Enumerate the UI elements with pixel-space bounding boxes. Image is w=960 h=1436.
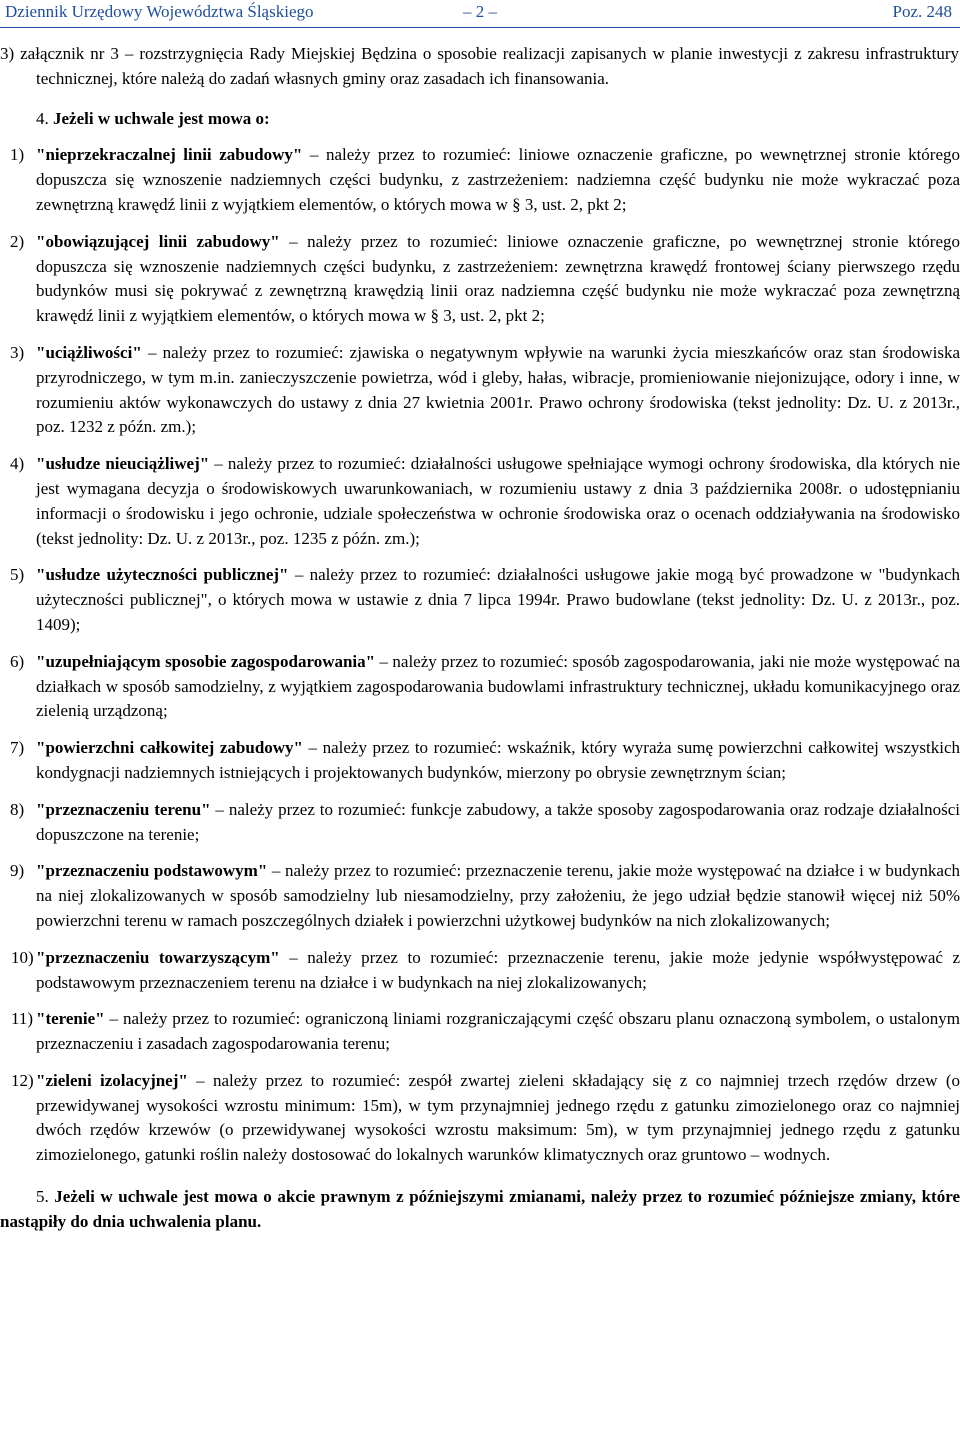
document-body [0,42,960,1235]
section-4-text: Jeżeli w uchwale jest mowa o: [53,108,270,128]
definition-item [10,341,960,440]
definition-body: – należy przez to rozumieć: sposób zagospodarowania, jaki nie może występować na działkach w sposób samodzielny, z wyjątkiem zagospodarowania budowlami infrastruktury technicznej, układu komunikacyjnego oraz zielenią urządzoną; [36,651,960,721]
definition-term: "uciążliwości" [36,342,142,362]
section-5-text: Jeżeli w uchwale jest mowa o akcie prawnym z późniejszymi zmianami, należy przez to rozumieć późniejsze zmiany, które nastąpiły do dnia uchwalenia planu. [0,1187,960,1231]
definition-body: – należy przez to rozumieć: działalności usługowe jakie mogą być prowadzone w "budynkach użyteczności publicznej", o których mowa w ustawie z dnia 7 lipca 1994r. Prawo budowlane (tekst jednolity: Dz. U. z 2013r., poz. 1409); [36,565,960,634]
definition-term: "przeznaczeniu terenu" [36,799,211,819]
definition-item [10,859,960,933]
definitions-list [0,143,960,1168]
definition-term: "powierzchni całkowitej zabudowy" [36,738,303,758]
definition-body: – należy przez to rozumieć: przeznaczenie terenu, jakie może występować na działce i w budynkach na niej zlokalizowanych w sposób samodzielny lub niesamodzielny, przy założeniu, że jego udział będzie stanowił więcej niż 50% powierzchni terenu w ramach poszczególnych działek i powierzchni użytkowej budynków na nich zlokalizowanych; [36,861,960,930]
definition-item [11,1069,960,1168]
definition-term: "terenie" [36,1009,105,1029]
definition-term: "obowiązującej linii zabudowy" [36,231,280,251]
definition-term: "zieleni izolacyjnej" [36,1070,188,1090]
definition-number: 1) [10,145,25,165]
definition-number: 11) [11,1009,34,1029]
definition-number: 9) [10,861,25,881]
definition-term: "uzupełniającym sposobie zagospodarowania" [36,651,376,671]
section-5-paragraph [0,1185,960,1235]
definition-body: – należy przez to rozumieć: działalności usługowe spełniające wymogi ochrony środowiska, dla których nie jest wymagana decyzja o środowiskowych uwarunkowaniach, w rozumieniu ustawy z dnia 3 października 2008r. o udostępnianiu informacji o środowisku i jego ochronie, udziale społeczeństwa w ochronie środowiska oraz o ocenach oddziaływania na środowisko (tekst jednolity: Dz. U. z 2013r., poz. 1235 z późn. zm.); [36,454,960,548]
journal-title: Dziennik Urzędowy Województwa Śląskiego [5,2,314,21]
definition-term: "usłudze nieuciążliwej" [36,454,210,474]
section-4-number: 4. [36,108,49,128]
definition-body: – należy przez to rozumieć: liniowe oznaczenie graficzne, po wewnętrznej stronie którego dopuszcza się wznoszenie nadziemnych części budynku, z zastrzeżeniem: zewnętrzna krawędź frontowej ściany pierwszego rzędu budynków musi się pokrywać z zewnętrzną krawędzią linii oraz nadziemna część budynku nie może wykraczać poza zewnętrzną krawędź linii z wyjątkiem elementów, o których mowa w § 3, ust. 2, pkt 2; [36,231,960,326]
definition-body: – należy przez to rozumieć: zespół zwartej zieleni składający się z co najmniej trzech rzędów drzew (o przewidywanej wysokości wzrostu minimum: 15m), w tym przynajmniej jednego rzędu z gatunku zimozielonego oraz co najmniej dwóch rzędów krzewów (o przewidywanej wysokości wzrostu maksimum: 5m), w tym przynajmniej jednego rzędu z gatunku zimozielonego, gatunki roślin należy dostosować do lokalnych warunków klimatycznych oraz gruntowo – wodnych. [36,1070,960,1165]
page-header [0,0,960,30]
definition-body: – należy przez to rozumieć: wskaźnik, który wyraża sumę powierzchni całkowitej wszystkich kondygnacji nadziemnych istniejących i projektowanych budynków, mierzony po obrysie zewnętrznym ścian; [36,738,960,782]
definition-term: "usłudze użyteczności publicznej" [36,565,289,585]
definition-body: – należy przez to rozumieć: przeznaczenie terenu, jakie może jedynie współwystępować z podstawowym przeznaczeniem terenu na działce i w budynkach na niej zlokalizowanych; [36,947,960,992]
definition-number: 3) [10,342,25,362]
definition-term: "nieprzekraczalnej linii zabudowy" [36,145,303,165]
definition-item [10,563,960,637]
definition-number: 10) [11,947,34,967]
position-number: Poz. 248 [892,2,952,21]
definition-term: "przeznaczeniu podstawowym" [36,861,268,881]
definition-term: "przeznaczeniu towarzyszącym" [36,947,280,967]
definition-number: 6) [10,651,25,671]
section-5-number: 5. [36,1187,49,1207]
definition-item [11,946,960,996]
definition-item [10,143,960,217]
definition-number: 4) [10,454,25,474]
definition-number: 2) [10,231,25,251]
definition-number: 7) [10,738,25,758]
header-rule [0,27,960,28]
definition-body: – należy przez to rozumieć: zjawiska o negatywnym wpływie na warunki życia mieszkańców oraz stan środowiska przyrodniczego, w tym m.in. zanieczyszczenie powietrza, wód i gleby, hałas, wibracje, promieniowanie niejonizujące, odory i inne, w rozumieniu aktów wykonawczych do ustawy z dnia 27 kwietnia 2001r. Prawo ochrony środowiska (tekst jednolity: Dz. U. z 2013r., poz. 1232 z późn. zm.); [36,342,960,437]
definition-item [10,452,960,551]
definition-number: 8) [10,799,25,819]
definition-body: – należy przez to rozumieć: funkcje zabudowy, a także sposoby zagospodarowania oraz rodzaje działalności dopuszczone na terenie; [36,799,960,844]
definition-number: 5) [10,565,25,585]
definition-item [11,1007,960,1057]
definition-item [10,798,960,848]
definition-item [10,736,960,786]
page-number: – 2 – [463,2,497,21]
definition-number: 12) [11,1070,34,1090]
definition-item [10,650,960,724]
intro-paragraph: 3) załącznik nr 3 – rozstrzygnięcia Rady Miejskiej Będzina o sposobie realizacji zapisanych w planie inwestycji z zakresu infrastruktury technicznej, które należą do zadań własnych gminy oraz zasadach ich finansowania. [0,44,959,88]
definition-item [10,230,960,329]
definition-body: – należy przez to rozumieć: ograniczoną liniami rozgraniczającymi część obszaru planu oznaczoną symbolem, o ustalonym przeznaczeniu i zasadach zagospodarowania terenu; [36,1009,960,1054]
definition-body: – należy przez to rozumieć: liniowe oznaczenie graficzne, po wewnętrznej stronie którego dopuszcza się wznoszenie nadziemnych części budynku, z zastrzeżeniem: nadziemna część budynku nie może wykraczać poza zewnętrzną krawędź linii z wyjątkiem elementów, o których mowa w § 3, ust. 2, pkt 2; [36,145,960,214]
section-4-heading [0,107,960,132]
